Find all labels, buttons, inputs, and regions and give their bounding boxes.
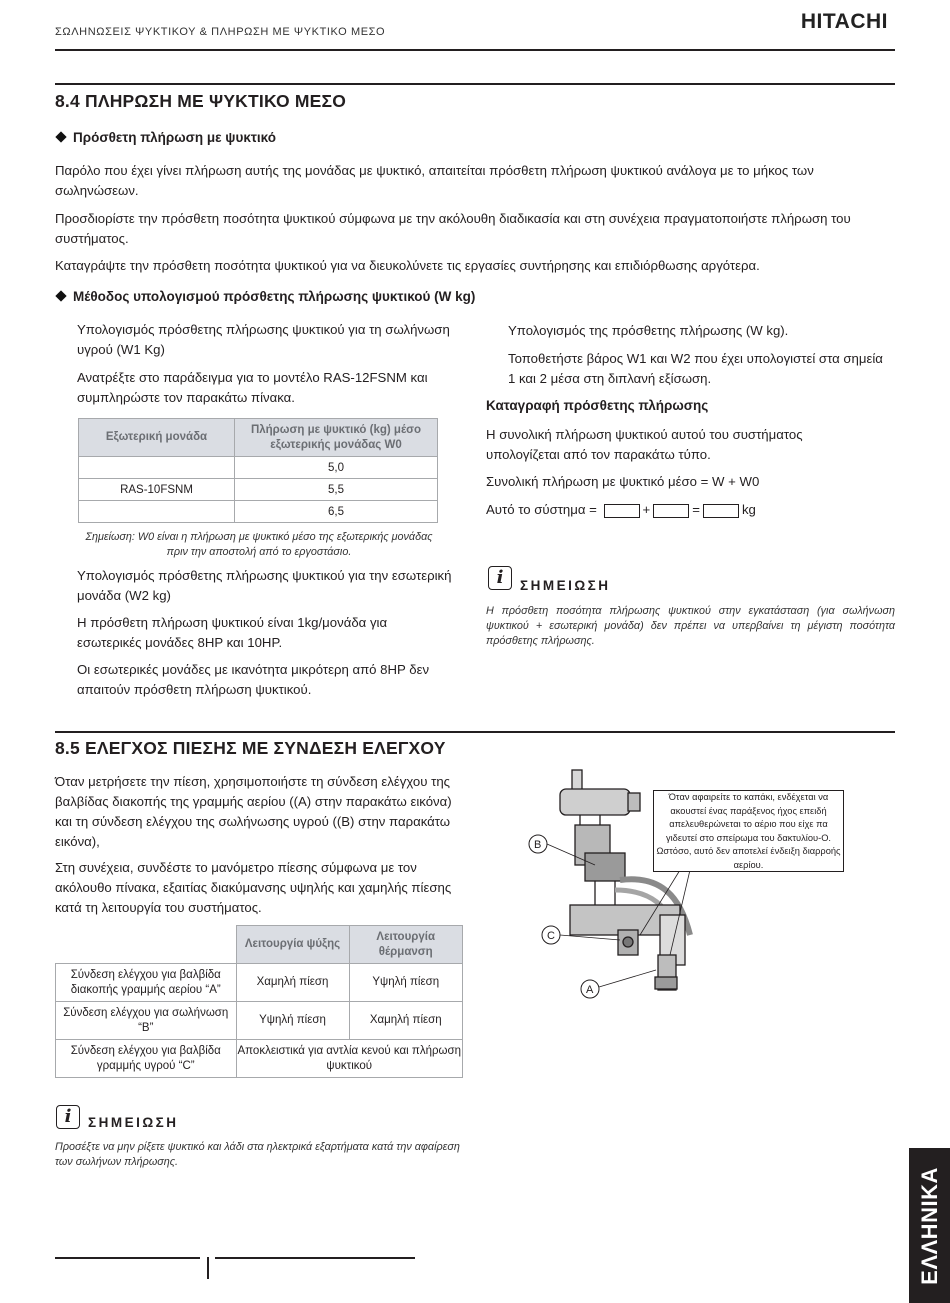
paragraph: Στη συνέχεια, συνδέστε το μανόμετρο πίεσης σύμφωνα με τον ακόλουθο πίνακα, εξαιτίας διακύμανσης υψηλής και χαμηλής πίεσης κατά τη λειτουργία του συστήματος. xyxy=(55,860,452,915)
paragraph: Όταν μετρήσετε την πίεση, χρησιμοποιήστε τη σύνδεση ελέγχου της βαλβίδας διακοπής της γραμμής αερίου ((A) στην παρακάτω εικόνα) και τη σύνδεση ελέγχου της σωλήνωσης υγρού ((B) στην παρακάτω εικόνα), xyxy=(55,774,452,849)
note-text: Προσέξτε να μην ρίξετε ψυκτικό και λάδι στα ηλεκτρικά εξαρτήματα κατά την αφαίρεση των σωλήνων πλήρωσης. xyxy=(55,1141,460,1168)
note-title: ΣΗΜΕΙΩΣΗ xyxy=(88,1115,179,1130)
table-cell: RAS-10FSNM xyxy=(79,479,235,501)
paragraph: Τοποθετήστε βάρος W1 και W2 που έχει υπολογιστεί στα σημεία 1 και 2 μέσα στη διπλανή εξίσωση. xyxy=(508,351,883,386)
table-row-label: Σύνδεση ελέγχου για βαλβίδα γραμμής υγρού “C” xyxy=(56,1040,237,1078)
label-a: A xyxy=(586,984,594,996)
label-c: C xyxy=(547,930,555,942)
subheading-text: Μέθοδος υπολογισμού πρόσθετης πλήρωσης ψυκτικού (W kg) xyxy=(73,289,476,304)
subheading-calc-method xyxy=(55,289,475,304)
table-header: Λειτουργία θέρμανση xyxy=(349,926,463,964)
section-rule xyxy=(55,731,895,733)
plus-sign: + xyxy=(642,502,651,517)
charge-equation xyxy=(486,500,886,520)
table-cell xyxy=(79,457,235,479)
subheading-text: Πρόσθετη πλήρωση με ψυκτικό xyxy=(73,130,276,145)
table-note: Σημείωση: W0 είναι η πλήρωση με ψυκτικό μέσο της εξωτερικής μονάδας πριν την αποστολή από το εργοστάσιο. xyxy=(85,531,433,558)
table-cell: 5,5 xyxy=(235,479,438,501)
pressure-check-table xyxy=(55,925,463,1078)
footer-rule-right xyxy=(215,1257,415,1259)
outdoor-unit-charge-table xyxy=(78,418,438,523)
table-cell: Χαμηλή πίεση xyxy=(349,1002,463,1040)
paragraph: Συνολική πλήρωση με ψυκτικό μέσο = W + W0 xyxy=(486,474,760,489)
section-rule xyxy=(55,83,895,85)
label-b: B xyxy=(534,839,542,851)
header-rule xyxy=(55,49,895,51)
note-title: ΣΗΜΕΙΩΣΗ xyxy=(520,578,611,593)
table-cell: Χαμηλή πίεση xyxy=(236,964,349,1002)
paragraph: Υπολογισμός της πρόσθετης πλήρωσης (W kg). xyxy=(508,323,789,338)
table-header: Εξωτερική μονάδα xyxy=(79,419,235,457)
table-cell: Υψηλή πίεση xyxy=(236,1002,349,1040)
paragraph: Η πρόσθετη πλήρωση ψυκτικού είναι 1kg/μονάδα για εσωτερικές μονάδες 8HP και 10HP. xyxy=(77,615,388,650)
table-cell: 6,5 xyxy=(235,501,438,523)
diamond-bullet-icon xyxy=(55,290,66,301)
info-icon: i xyxy=(56,1105,80,1129)
table-header: Λειτουργία ψύξης xyxy=(236,926,349,964)
paragraph: Υπολογισμός πρόσθετης πλήρωσης ψυκτικού για την εσωτερική μονάδα (W2 kg) xyxy=(77,568,452,603)
language-tab xyxy=(909,1148,950,1303)
paragraph: Υπολογισμός πρόσθετης πλήρωσης ψυκτικού για τη σωλήνωση υγρού (W1 Kg) xyxy=(77,322,450,357)
paragraph: Οι εσωτερικές μονάδες με ικανότητα μικρότερη από 8HP δεν απαιτούν πρόσθετη πλήρωση ψυκτικού. xyxy=(77,662,430,697)
brand-logo: HITACHI xyxy=(800,10,888,33)
footer-rule-left xyxy=(55,1257,200,1259)
paragraph: Παρόλο που έχει γίνει πλήρωση αυτής της μονάδας με ψυκτικό, απαιτείται πρόσθετη πλήρωση ψυκτικού ανάλογα με το μήκος των σωληνώσεων. xyxy=(55,163,814,198)
paragraph: Καταγράψτε την πρόσθετη ποσότητα ψυκτικού για να διευκολύνετε τις εργασίες συντήρησης και επιδιόρθωσης αργότερα. xyxy=(55,258,760,273)
w-value-box[interactable] xyxy=(604,504,640,518)
table-row-label: Σύνδεση ελέγχου για βαλβίδα διακοπής γραμμής αερίου “A” xyxy=(56,964,237,1002)
table-row-label: Σύνδεση ελέγχου για σωλήνωση “B” xyxy=(56,1002,237,1040)
paragraph: Ανατρέξτε στο παράδειγμα για το μοντέλο RAS-12FSNM και συμπληρώστε τον παρακάτω πίνακα. xyxy=(77,370,428,405)
total-value-box[interactable] xyxy=(703,504,739,518)
footer-divider xyxy=(207,1257,209,1279)
note-text: Η πρόσθετη ποσότητα πλήρωσης ψυκτικού στην εγκατάσταση (για σωλήνωση ψυκτικού + εσωτερική μονάδα) δεν πρέπει να υπερβαίνει τη μέγιστη ποσότητα πρόσθετης πλήρωσης. xyxy=(486,605,895,647)
equals-sign: = xyxy=(692,502,700,517)
table-empty-cell xyxy=(56,926,237,964)
table-cell: 5,0 xyxy=(235,457,438,479)
language-tab-label: ΕΛΛΗΝΙΚΑ xyxy=(916,1166,942,1285)
paragraph: Προσδιορίστε την πρόσθετη ποσότητα ψυκτικού σύμφωνα με την ακόλουθη διαδικασία και στη συνέχεια πραγματοποιήστε πλήρωση του συστήματος. xyxy=(55,211,851,246)
table-cell-merged: Αποκλειστικά για αντλία κενού και πλήρωση ψυκτικού xyxy=(236,1040,463,1078)
table-cell xyxy=(79,501,235,523)
record-heading: Καταγραφή πρόσθετης πλήρωσης xyxy=(486,398,709,413)
diamond-bullet-icon xyxy=(55,131,66,142)
section-heading-8-5: 8.5 ΕΛΕΓΧΟΣ ΠΙΕΣΗΣ ΜΕ ΣΥΝΔΕΣΗ ΕΛΕΓΧΟΥ xyxy=(55,738,446,758)
running-header: ΣΩΛΗΝΩΣΕΙΣ ΨΥΚΤΙΚΟΥ & ΠΛΗΡΩΣΗ ΜΕ ΨΥΚΤΙΚΟ ΜΕΣΟ xyxy=(55,26,386,38)
subheading-additional-charge xyxy=(55,130,276,145)
section-heading-8-4: 8.4 ΠΛΗΡΩΣΗ ΜΕ ΨΥΚΤΙΚΟ ΜΕΣΟ xyxy=(55,91,347,111)
figure-callout: Όταν αφαιρείτε το καπάκι, ενδέχεται να ακουστεί ένας παράξενος ήχος επειδή απελευθερώνεται το αέριο που είχε πα γιδευτεί στο σπείρωμα του δακτυλίου-O. Ωστόσο, αυτό δεν αποτελεί ένδειξη διαρροής αερίου. xyxy=(653,790,844,872)
table-cell: Υψηλή πίεση xyxy=(349,964,463,1002)
paragraph: Η συνολική πλήρωση ψυκτικού αυτού του συστήματος υπολογίζεται από τον παρακάτω τύπο. xyxy=(486,427,803,462)
unit-label: kg xyxy=(741,502,756,517)
w0-value-box[interactable] xyxy=(653,504,689,518)
table-header: Πλήρωση με ψυκτικό (kg) μέσο εξωτερικής μονάδας W0 xyxy=(235,419,438,457)
info-icon: i xyxy=(488,566,512,590)
equation-label: Αυτό το σύστημα = xyxy=(486,502,597,517)
